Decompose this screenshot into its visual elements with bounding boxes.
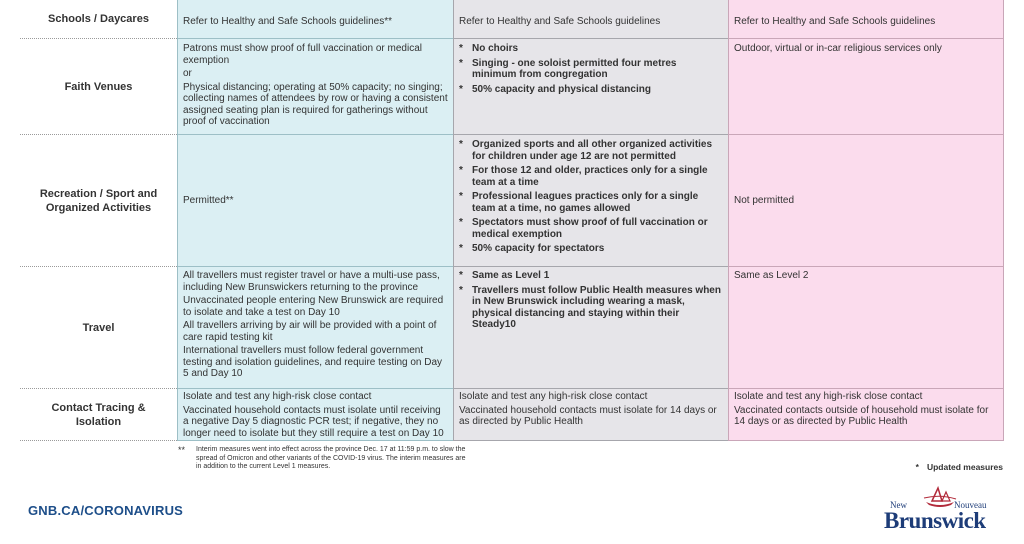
website-link[interactable]: GNB.CA/CORONAVIRUS — [28, 503, 184, 518]
cell-text: Permitted** — [183, 194, 234, 206]
cell-text: Vaccinated contacts outside of household must isolate for 14 days or as directed by Public Health — [734, 404, 989, 427]
cell-text: Refer to Healthy and Safe Schools guidelines** — [183, 16, 393, 27]
logo-new: New — [890, 500, 907, 510]
footnote-marker: ** — [178, 445, 186, 455]
cell-interim — [177, 39, 453, 135]
bullet-item — [459, 270, 723, 282]
interim-footnote — [178, 446, 468, 472]
cell-level2 — [453, 135, 728, 267]
table-row — [0, 389, 1024, 441]
cell-text: Isolate and test any high-risk close contact — [734, 391, 923, 402]
row-label-text: Recreation / Sport and Organized Activities — [39, 187, 158, 214]
cell-text: All travellers must register travel or have a multi-use pass, including New Brunswickers returning to the province — [183, 270, 440, 293]
updated-marker: * — [459, 284, 463, 296]
cell-interim — [177, 389, 453, 441]
updated-marker: * — [459, 83, 463, 95]
cell-level2 — [453, 389, 728, 441]
logo-brunswick: Brunswick — [884, 508, 986, 533]
updated-marker: * — [459, 191, 463, 202]
cell-text: Patrons must show proof of full vaccination or medical exemption — [183, 43, 422, 66]
cell-text: or — [183, 68, 192, 79]
bullet-text: Organized sports and all other organized activities for children under age 12 are not permitted — [472, 139, 713, 162]
bullet-item — [459, 139, 723, 162]
bullet-text: 50% capacity and physical distancing — [472, 83, 651, 95]
legend-marker: * — [915, 462, 919, 472]
cell-interim — [177, 0, 453, 39]
bullet-text: Same as Level 1 — [472, 270, 550, 281]
cell-text: Not permitted — [734, 194, 795, 206]
cell-text: Physical distancing; operating at 50% capacity; no singing; collecting names of attendees by row or having a consistent assigned seating plan is required for gatherings without proof of vaccination — [183, 81, 448, 127]
cell-text: International travellers must follow federal government testing and isolation guidelines, and require testing on Day 5 and Day 10 — [183, 345, 443, 379]
bullet-item — [459, 165, 723, 188]
bullet-item — [459, 84, 723, 96]
updated-marker: * — [459, 243, 463, 254]
cell-text: Refer to Healthy and Safe Schools guidelines — [734, 16, 936, 27]
row-label — [20, 267, 177, 389]
cell-text: Vaccinated household contacts must isolate until receiving a negative Day 5 diagnostic PCR test; if negative, they no longer need to isolate but they still require a test on Day 10 — [183, 404, 444, 439]
bullet-item — [459, 43, 723, 55]
table-row — [0, 267, 1024, 389]
bullet-item — [459, 285, 723, 331]
cell-text: Refer to Healthy and Safe Schools guidelines — [459, 16, 661, 27]
cell-level3 — [728, 389, 1004, 441]
row-label-text: Faith Venues — [64, 80, 133, 93]
cell-text: Same as Level 2 — [734, 270, 809, 281]
bullet-text: No choirs — [472, 43, 519, 54]
row-label — [20, 39, 177, 135]
cell-text: Vaccinated household contacts must isolate for 14 days or as directed by Public Health — [459, 404, 717, 427]
updated-measures-legend — [916, 462, 1003, 472]
cell-level3 — [728, 135, 1004, 267]
table-row — [0, 135, 1024, 267]
cell-text: Isolate and test any high-risk close contact — [459, 391, 648, 402]
cell-interim — [177, 135, 453, 267]
updated-marker: * — [459, 165, 463, 176]
cell-level2 — [453, 267, 728, 389]
bullet-text: Spectators must show proof of full vaccination or medical exemption — [472, 217, 708, 240]
updated-marker: * — [459, 43, 463, 54]
bullet-text: Singing - one soloist permitted four metres minimum from congregation — [472, 57, 677, 80]
bullet-text: Travellers must follow Public Health measures when in New Brunswick including wearing a mask, physical distancing and staying within their Steady10 — [472, 284, 721, 330]
updated-marker: * — [459, 57, 463, 69]
updated-marker: * — [459, 139, 463, 150]
bullet-item — [459, 58, 723, 81]
footnote-text: Interim measures went into effect across the province Dec. 17 at 11:59 p.m. to slow the spread of Omicron and other variants of the COVID-19 virus. The interim measures are in addition to the current Level 1 measures. — [196, 446, 466, 470]
bullet-text: For those 12 and older, practices only for a single team at a time — [472, 165, 708, 188]
cell-text: Outdoor, virtual or in-car religious services only — [734, 43, 942, 54]
row-label-text: Schools / Daycares — [48, 13, 149, 25]
new-brunswick-logo — [880, 486, 1006, 536]
cell-text: Isolate and test any high-risk close contact — [183, 391, 372, 402]
bullet-text: 50% capacity for spectators — [472, 243, 605, 254]
legend-text: Updated measures — [926, 462, 1003, 472]
updated-marker: * — [459, 270, 463, 281]
cell-level2 — [453, 39, 728, 135]
cell-level3 — [728, 267, 1004, 389]
row-label-text: Contact Tracing & Isolation — [51, 401, 146, 428]
row-label — [20, 0, 177, 39]
bullet-item — [459, 243, 723, 255]
table-row — [0, 39, 1024, 135]
logo-nouveau: Nouveau — [954, 500, 987, 510]
bullet-item — [459, 217, 723, 240]
cell-level3 — [728, 0, 1004, 39]
bullet-item — [459, 191, 723, 214]
cell-level3 — [728, 39, 1004, 135]
row-label — [20, 389, 177, 441]
cell-text: Unvaccinated people entering New Brunswick are required to isolate and take a test on Day 10 — [183, 295, 444, 318]
updated-marker: * — [459, 217, 463, 228]
row-label-text: Travel — [82, 321, 115, 334]
bullet-text: Professional leagues practices only for a single team at a time, no games allowed — [472, 191, 699, 214]
cell-interim — [177, 267, 453, 389]
cell-level2 — [453, 0, 728, 39]
table-row — [0, 0, 1024, 39]
cell-text: All travellers arriving by air will be provided with a point of care rapid testing kit — [183, 320, 437, 343]
row-label — [20, 135, 177, 267]
